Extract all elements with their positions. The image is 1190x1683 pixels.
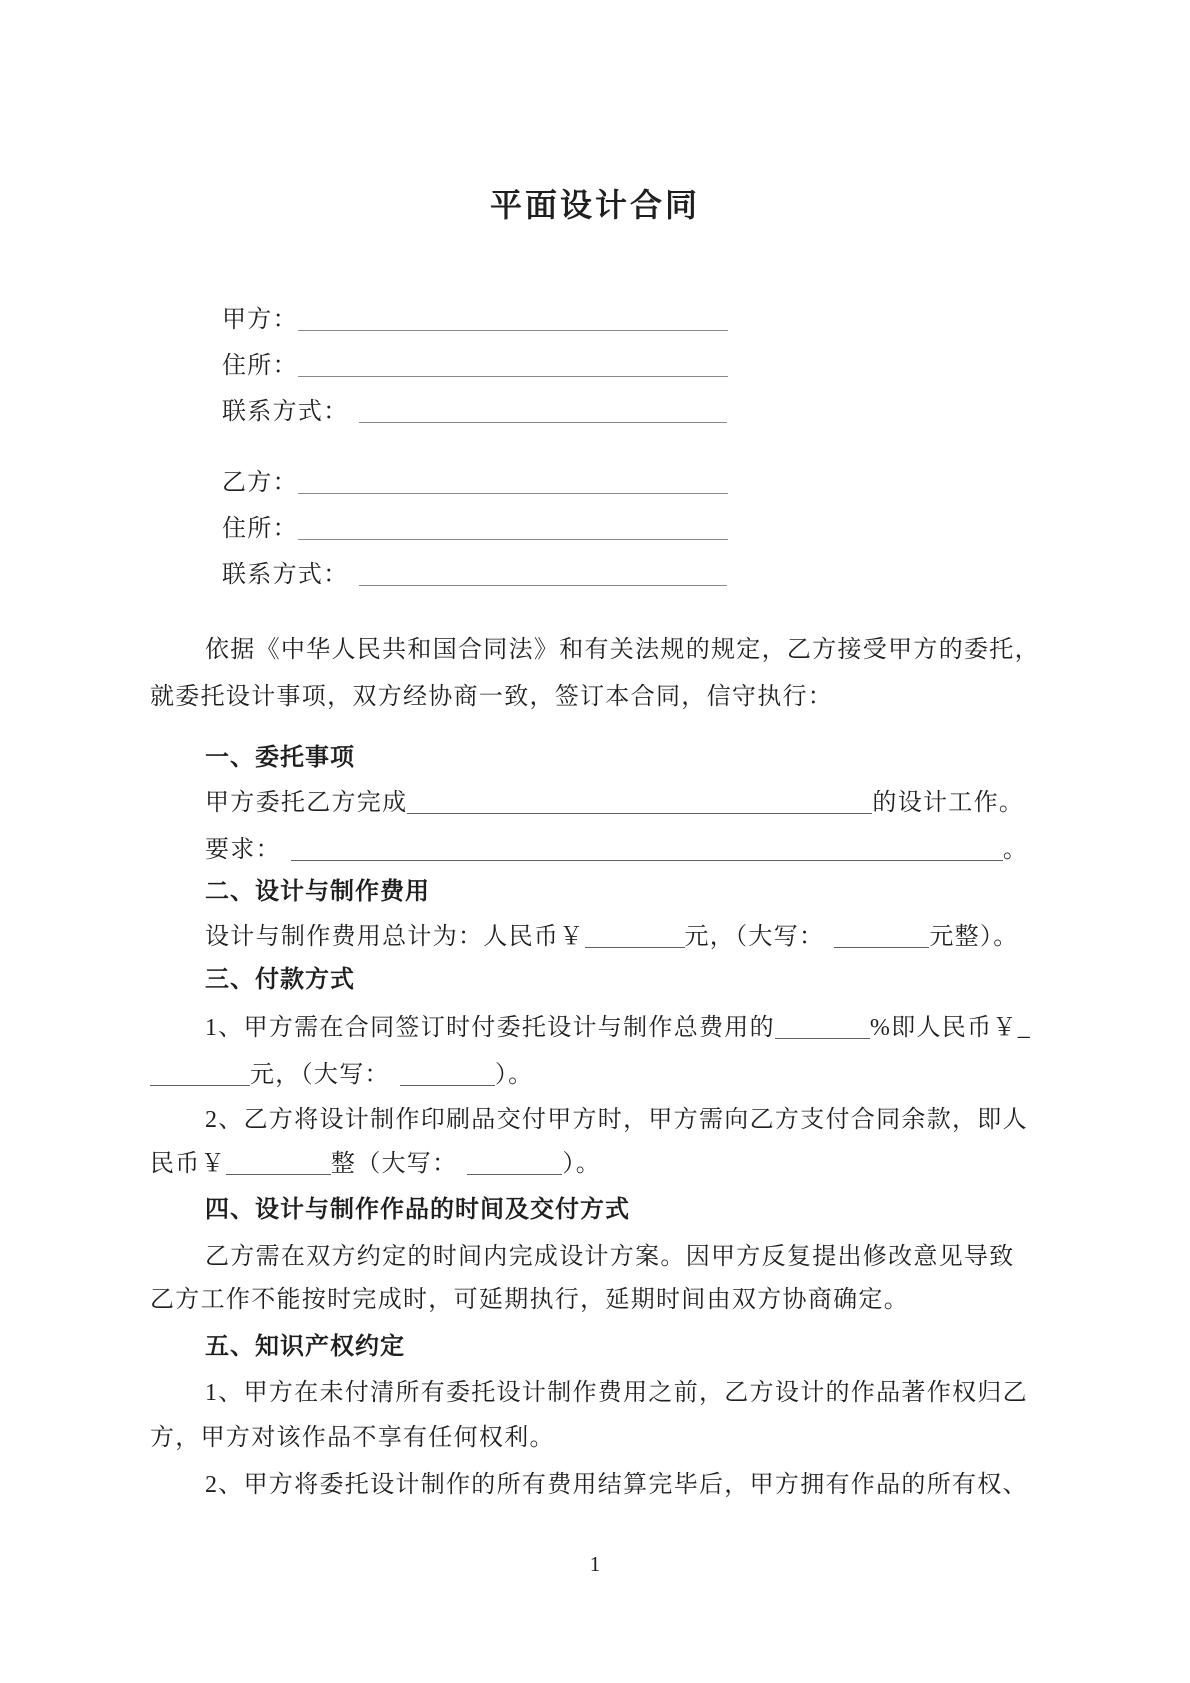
design-task-blank-field[interactable] <box>407 789 872 814</box>
deposit-amount-blank-field[interactable] <box>150 1061 250 1086</box>
total-fee-mid-text: 元，（大写： <box>684 924 825 950</box>
field-row-party-b-address <box>222 506 728 552</box>
section2-line-1 <box>205 914 1019 960</box>
total-fee-end-text: 元整）。 <box>929 924 1019 950</box>
deposit-text: 1、甲方需在合同签订时付委托设计与制作总费用的 <box>205 1015 775 1041</box>
total-fee-text: 设计与制作费用总计为：人民币￥ <box>205 924 585 950</box>
section-heading-3: 三、付款方式 <box>205 966 355 993</box>
party-a-address-label: 住所： <box>222 353 298 379</box>
party-b-blank-field[interactable] <box>298 469 728 494</box>
party-b-contact-label: 联系方式： <box>222 562 349 588</box>
balance-mid-text: 整（大写： <box>330 1151 458 1177</box>
section3-item2-line-2 <box>150 1141 601 1187</box>
balance-pre-text: 民币￥ <box>150 1151 226 1177</box>
section-heading-5: 五、知识产权约定 <box>205 1333 405 1360</box>
intro-line-1: 依据《中华人民共和国合同法》和有关法规的规定，乙方接受甲方的委托， <box>205 637 1040 663</box>
section4-line-2: 乙方工作不能按时完成时，可延期执行，延期时间由双方协商确定。 <box>150 1287 909 1313</box>
section5-item2-line-1: 2、甲方将委托设计制作的所有费用结算完毕后，甲方拥有作品的所有权、 <box>205 1472 1028 1498</box>
field-row-party-a <box>222 297 728 343</box>
section4-line-1: 乙方需在双方约定的时间内完成设计方案。因甲方反复提出修改意见导致 <box>205 1244 1015 1270</box>
section1-line1-text-end: 的设计工作。 <box>872 790 1025 816</box>
party-a-label: 甲方： <box>222 307 298 333</box>
section1-line1-text: 甲方委托乙方完成 <box>205 790 408 816</box>
deposit-trailing-underscore: _ <box>1017 1015 1032 1041</box>
section5-item1-line-1: 1、甲方在未付清所有委托设计制作费用之前，乙方设计的作品著作权归乙 <box>205 1380 1028 1406</box>
party-b-contact-blank-field[interactable] <box>359 561 727 586</box>
deposit-words-blank-field[interactable] <box>400 1061 495 1086</box>
section1-line-2 <box>205 827 1028 873</box>
section3-item2-line-1: 2、乙方将设计制作印刷品交付甲方时，甲方需向乙方支付合同余款，即人 <box>205 1107 1028 1133</box>
deposit-percent-blank-field[interactable] <box>775 1014 870 1039</box>
field-row-party-a-contact <box>222 389 727 435</box>
section1-line-1 <box>205 780 1024 826</box>
deposit-line2-text: 元，（大写： <box>250 1062 390 1088</box>
total-fee-words-blank-field[interactable] <box>834 923 929 948</box>
party-a-blank-field[interactable] <box>298 306 728 331</box>
balance-words-blank-field[interactable] <box>467 1150 562 1175</box>
party-a-address-blank-field[interactable] <box>298 352 728 377</box>
balance-amount-blank-field[interactable] <box>226 1150 331 1175</box>
section-heading-2: 二、设计与制作费用 <box>205 878 430 905</box>
deposit-mid-text: %即人民币￥ <box>869 1015 1018 1041</box>
total-fee-amount-blank-field[interactable] <box>585 923 685 948</box>
section1-line2-period: 。 <box>1002 837 1029 863</box>
section-heading-1: 一、委托事项 <box>205 744 355 771</box>
section-heading-4: 四、设计与制作作品的时间及交付方式 <box>205 1196 630 1223</box>
party-b-address-label: 住所： <box>222 516 298 542</box>
balance-end-text: ）。 <box>562 1151 602 1177</box>
field-row-party-a-address <box>222 343 728 389</box>
page-number: 1 <box>589 1552 601 1576</box>
party-b-address-blank-field[interactable] <box>298 515 728 540</box>
intro-line-2: 就委托设计事项，双方经协商一致，签订本合同，信守执行： <box>150 684 834 710</box>
page-title: 平面设计合同 <box>489 187 700 223</box>
requirements-label: 要求： <box>205 837 281 863</box>
deposit-line2-end: ）。 <box>494 1062 534 1088</box>
party-b-label: 乙方： <box>222 470 298 496</box>
party-a-contact-label: 联系方式： <box>222 399 349 425</box>
requirements-blank-field[interactable] <box>291 836 1003 861</box>
party-a-contact-blank-field[interactable] <box>359 398 727 423</box>
section3-item1-line-2 <box>150 1052 533 1098</box>
field-row-party-b-contact <box>222 552 727 598</box>
section5-item1-line-2: 方，甲方对该作品不享有任何权利。 <box>150 1425 555 1451</box>
section3-item1-line-1 <box>205 1005 1031 1051</box>
field-row-party-b <box>222 460 728 506</box>
